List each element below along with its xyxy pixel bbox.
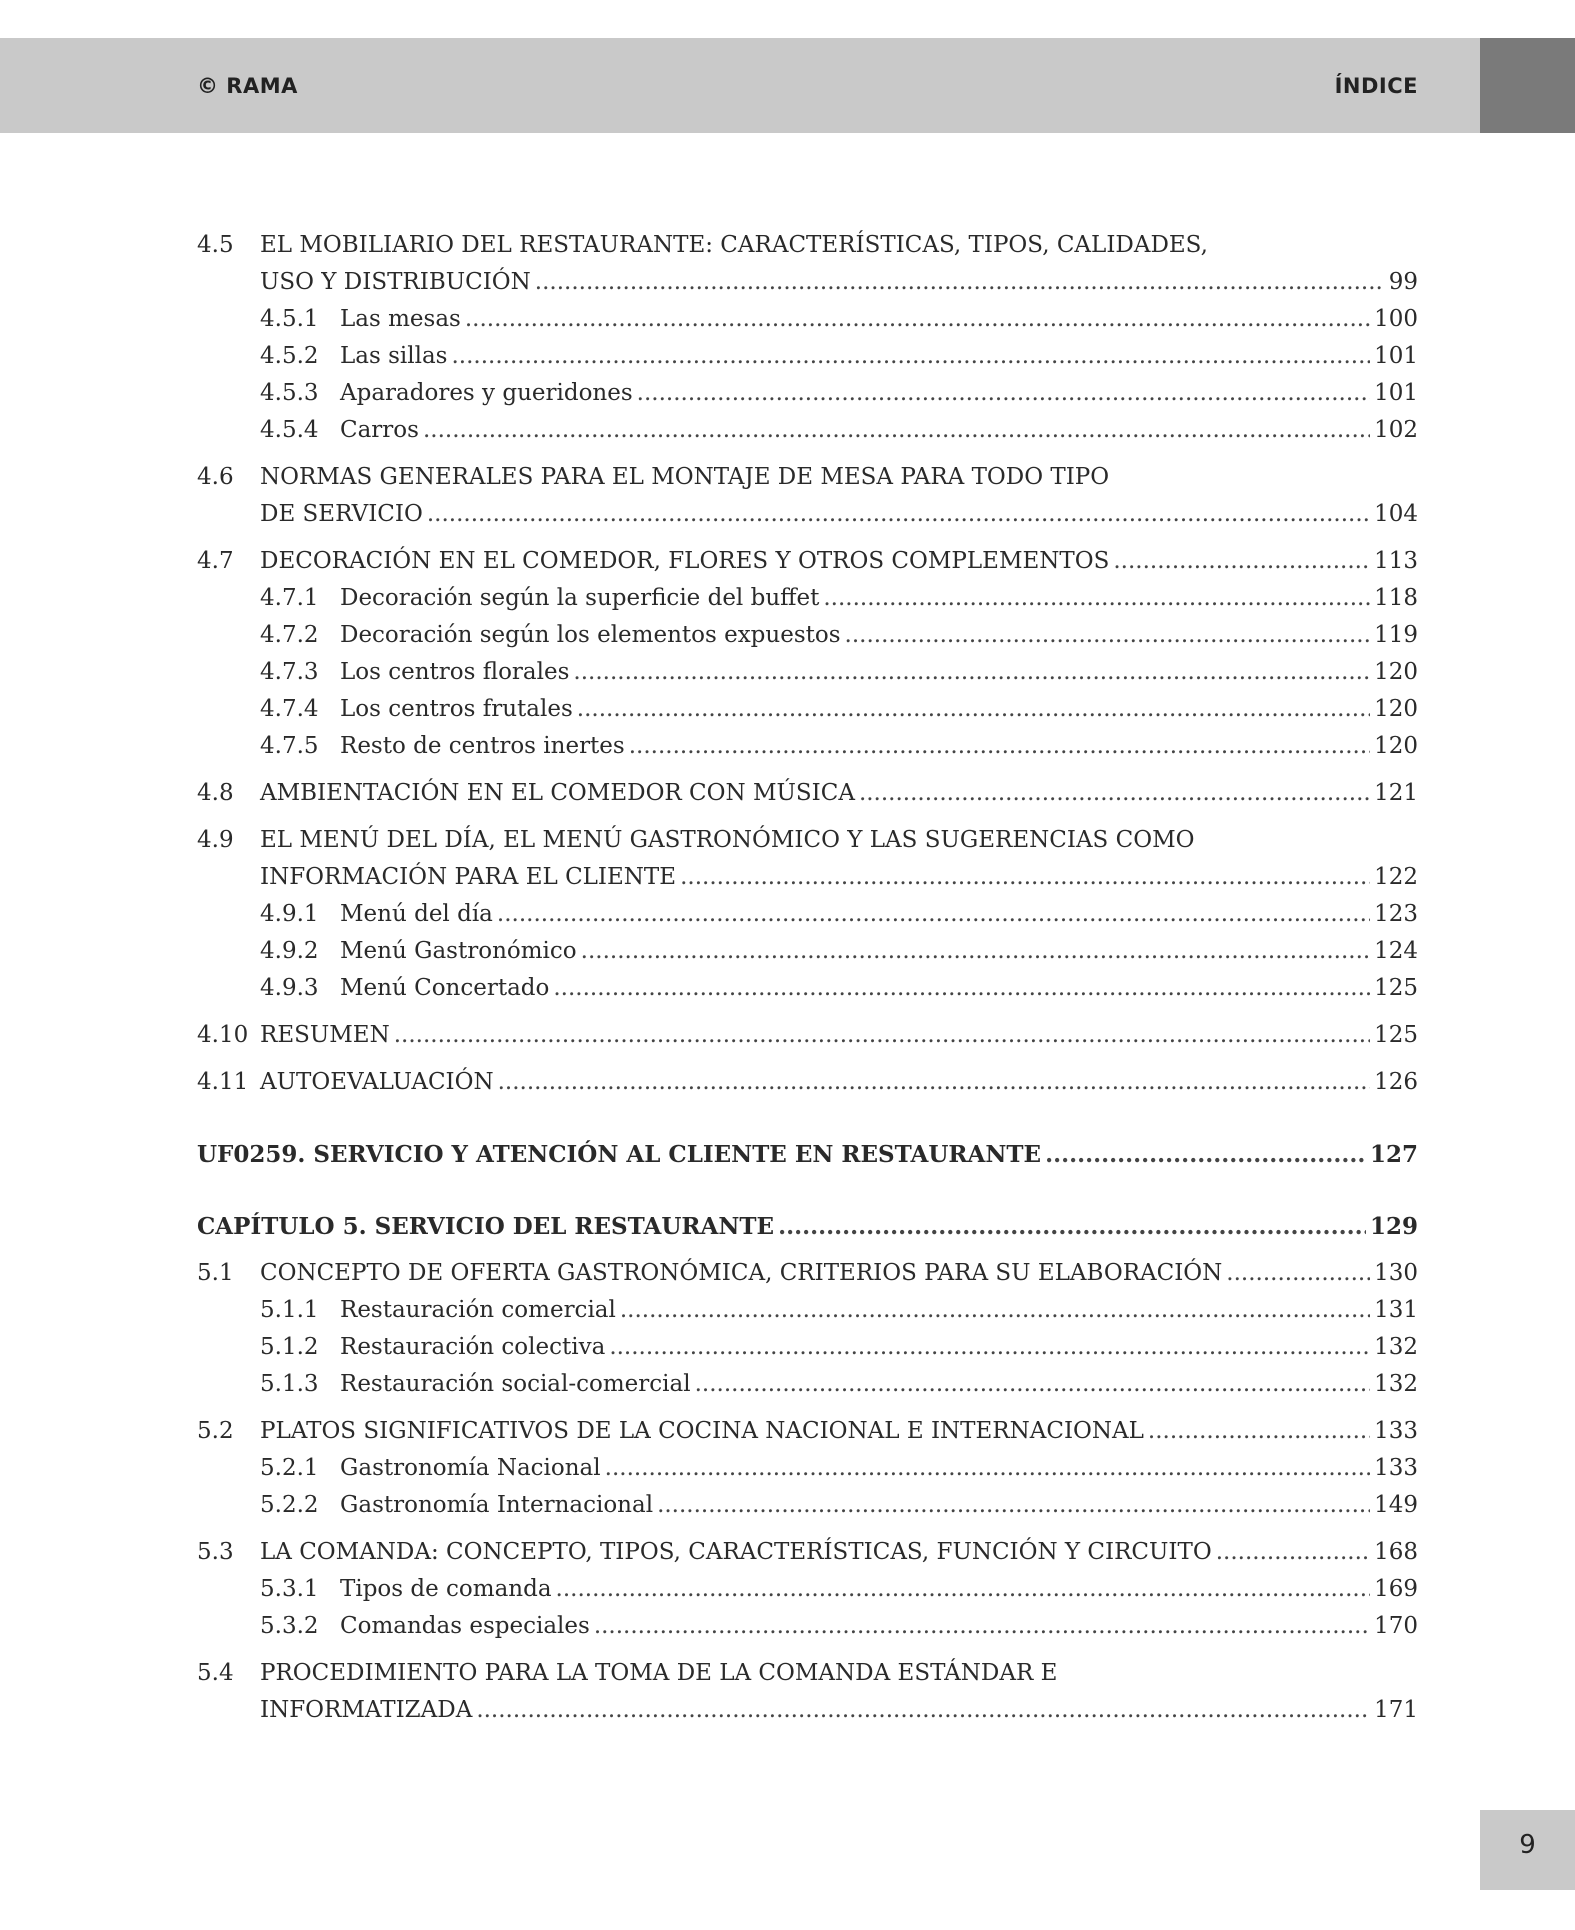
entry-number: 5.3.1 (260, 1576, 319, 1602)
dot-leader (535, 264, 1385, 301)
dot-leader (609, 1329, 1370, 1366)
entry-page: 125 (1374, 1022, 1418, 1048)
entry-page: 171 (1374, 1697, 1418, 1723)
entry-title: Restauración comercial (340, 1297, 616, 1323)
toc-subentry[interactable] (197, 1608, 1418, 1645)
toc-entry[interactable] (197, 543, 1418, 580)
entry-number: 4.11 (197, 1069, 249, 1095)
dot-leader (823, 580, 1370, 617)
entry-page: 126 (1374, 1069, 1418, 1095)
dot-leader (859, 775, 1370, 812)
entry-title: EL MOBILIARIO DEL RESTAURANTE: CARACTERÍSTICAS, TIPOS, CALIDADES, (260, 232, 1208, 258)
entry-page: 113 (1374, 548, 1418, 574)
toc-unit-heading[interactable] (197, 1136, 1418, 1173)
entry-number: 5.2.1 (260, 1455, 319, 1481)
toc-subentry[interactable] (197, 617, 1418, 654)
entry-page: 104 (1374, 501, 1418, 527)
entry-title: Menú Gastronómico (340, 938, 577, 964)
toc-subentry[interactable] (197, 728, 1418, 765)
entry-number: 5.2 (197, 1418, 234, 1444)
dot-leader (1148, 1413, 1370, 1450)
toc-entry[interactable] (197, 1064, 1418, 1101)
toc-entry[interactable] (197, 1534, 1418, 1571)
toc-entry-continuation[interactable] (197, 859, 1418, 896)
entry-number: 4.5.3 (260, 380, 319, 406)
entry-page: 120 (1374, 659, 1418, 685)
toc-entry[interactable] (197, 1255, 1418, 1292)
entry-title-cont: USO Y DISTRIBUCIÓN (260, 269, 531, 295)
entry-page: 118 (1374, 585, 1418, 611)
header-tab (1480, 38, 1575, 133)
dot-leader (577, 691, 1370, 728)
entry-page: 122 (1374, 864, 1418, 890)
toc-subentry[interactable] (197, 412, 1418, 449)
entry-page: 101 (1374, 380, 1418, 406)
entry-page: 100 (1374, 306, 1418, 332)
entry-title: RESUMEN (260, 1022, 390, 1048)
toc-entry[interactable] (197, 822, 1418, 859)
dot-leader (423, 412, 1370, 449)
entry-page: 124 (1374, 938, 1418, 964)
entry-number: 5.3.2 (260, 1613, 319, 1639)
entry-title: PLATOS SIGNIFICATIVOS DE LA COCINA NACIONAL E INTERNACIONAL (260, 1418, 1144, 1444)
entry-title: Las mesas (340, 306, 461, 332)
entry-number: 4.5 (197, 232, 234, 258)
entry-page: 125 (1374, 975, 1418, 1001)
entry-title: Menú Concertado (340, 975, 550, 1001)
entry-number: 5.1.2 (260, 1334, 319, 1360)
entry-number: 5.1.3 (260, 1371, 319, 1397)
entry-title: Tipos de comanda (340, 1576, 552, 1602)
entry-page: 132 (1374, 1371, 1418, 1397)
dot-leader (553, 970, 1370, 1007)
entry-page: 168 (1374, 1539, 1418, 1565)
dot-leader (778, 1208, 1366, 1245)
entry-title: DECORACIÓN EN EL COMEDOR, FLORES Y OTROS COMPLEMENTOS (260, 548, 1110, 574)
entry-title-cont: INFORMATIZADA (260, 1697, 473, 1723)
entry-number: 4.10 (197, 1022, 249, 1048)
entry-page: 149 (1374, 1492, 1418, 1518)
entry-page: 99 (1388, 269, 1418, 295)
dot-leader (657, 1487, 1370, 1524)
toc-subentry[interactable] (197, 1487, 1418, 1524)
toc-entry-continuation[interactable] (197, 1692, 1418, 1729)
entry-number: 5.2.2 (260, 1492, 319, 1518)
entry-title: PROCEDIMIENTO PARA LA TOMA DE LA COMANDA ESTÁNDAR E (260, 1660, 1058, 1686)
toc-subentry[interactable] (197, 933, 1418, 970)
entry-title: EL MENÚ DEL DÍA, EL MENÚ GASTRONÓMICO Y LAS SUGERENCIAS COMO (260, 827, 1195, 853)
entry-number: 4.8 (197, 780, 234, 806)
entry-page: 130 (1374, 1260, 1418, 1286)
entry-page: 133 (1374, 1455, 1418, 1481)
dot-leader (605, 1450, 1370, 1487)
entry-number: 4.9 (197, 827, 234, 853)
dot-leader (1045, 1136, 1366, 1173)
entry-title: AUTOEVALUACIÓN (260, 1069, 494, 1095)
dot-leader (498, 1064, 1370, 1101)
entry-title: Decoración según la superficie del buffet (340, 585, 820, 611)
dot-leader (465, 301, 1370, 338)
toc-subentry[interactable] (197, 1571, 1418, 1608)
entry-title: Resto de centros inertes (340, 733, 625, 759)
dot-leader (497, 896, 1370, 933)
dot-leader (573, 654, 1370, 691)
entry-title: Menú del día (340, 901, 493, 927)
entry-page: 133 (1374, 1418, 1418, 1444)
dot-leader (845, 617, 1371, 654)
dot-leader (637, 375, 1370, 412)
toc-subentry[interactable] (197, 1366, 1418, 1403)
dot-leader (1226, 1255, 1370, 1292)
entry-number: 4.7.3 (260, 659, 319, 685)
entry-page: 119 (1374, 622, 1418, 648)
toc-subentry[interactable] (197, 338, 1418, 375)
entry-page: 121 (1374, 780, 1418, 806)
toc-entry[interactable] (197, 1017, 1418, 1054)
toc-entry[interactable] (197, 1413, 1418, 1450)
entry-page: 120 (1374, 696, 1418, 722)
entry-page: 127 (1369, 1141, 1418, 1168)
dot-leader (476, 1692, 1370, 1729)
entry-title: NORMAS GENERALES PARA EL MONTAJE DE MESA PARA TODO TIPO (260, 464, 1110, 490)
toc-subentry[interactable] (197, 1329, 1418, 1366)
entry-page: 101 (1374, 343, 1418, 369)
section-label: ÍNDICE (1334, 74, 1418, 98)
entry-page: 123 (1374, 901, 1418, 927)
toc-subentry[interactable] (197, 970, 1418, 1007)
entry-title-cont: DE SERVICIO (260, 501, 423, 527)
toc-subentry[interactable] (197, 580, 1418, 617)
entry-title: Comandas especiales (340, 1613, 590, 1639)
toc-entry-continuation[interactable] (197, 496, 1418, 533)
toc-subentry[interactable] (197, 691, 1418, 728)
dot-leader (1113, 543, 1370, 580)
entry-number: 5.1.1 (260, 1297, 319, 1323)
entry-number: 4.9.1 (260, 901, 319, 927)
entry-page: 169 (1374, 1576, 1418, 1602)
toc-chapter-heading[interactable] (197, 1208, 1418, 1245)
entry-number: 4.5.4 (260, 417, 319, 443)
entry-number: 4.5.1 (260, 306, 319, 332)
unit-title: UF0259. SERVICIO Y ATENCIÓN AL CLIENTE EN RESTAURANTE (197, 1141, 1042, 1168)
dot-leader (581, 933, 1370, 970)
table-of-contents (197, 227, 1418, 1729)
toc-entry[interactable] (197, 459, 1418, 496)
entry-number: 5.3 (197, 1539, 234, 1565)
dot-leader (620, 1292, 1370, 1329)
entry-number: 5.4 (197, 1660, 234, 1686)
entry-number: 4.7 (197, 548, 234, 574)
dot-leader (427, 496, 1370, 533)
entry-number: 4.7.4 (260, 696, 319, 722)
entry-page: 170 (1374, 1613, 1418, 1639)
entry-title: Restauración social-comercial (340, 1371, 691, 1397)
dot-leader (556, 1571, 1371, 1608)
entry-number: 4.5.2 (260, 343, 319, 369)
toc-subentry[interactable] (197, 1292, 1418, 1329)
entry-title: AMBIENTACIÓN EN EL COMEDOR CON MÚSICA (260, 780, 855, 806)
toc-entry[interactable] (197, 1655, 1418, 1692)
entry-title: Los centros florales (340, 659, 570, 685)
entry-number: 4.7.2 (260, 622, 319, 648)
page-number: 9 (1519, 1830, 1536, 1860)
entry-number: 4.9.3 (260, 975, 319, 1001)
entry-number: 4.7.1 (260, 585, 319, 611)
toc-entry[interactable] (197, 775, 1418, 812)
entry-page: 120 (1374, 733, 1418, 759)
entry-page: 102 (1374, 417, 1418, 443)
dot-leader (680, 859, 1370, 896)
dot-leader (594, 1608, 1370, 1645)
dot-leader (394, 1017, 1370, 1054)
toc-subentry[interactable] (197, 301, 1418, 338)
entry-title: Gastronomía Nacional (340, 1455, 601, 1481)
entry-number: 4.6 (197, 464, 234, 490)
dot-leader (1216, 1534, 1370, 1571)
toc-entry[interactable] (197, 227, 1418, 264)
toc-entry-continuation[interactable] (197, 264, 1418, 301)
toc-subentry[interactable] (197, 896, 1418, 933)
publisher-label: © RAMA (197, 74, 298, 98)
toc-subentry[interactable] (197, 654, 1418, 691)
entry-title: Aparadores y gueridones (340, 380, 633, 406)
entry-title: Carros (340, 417, 419, 443)
toc-subentry[interactable] (197, 375, 1418, 412)
entry-title: CONCEPTO DE OFERTA GASTRONÓMICA, CRITERIOS PARA SU ELABORACIÓN (260, 1260, 1223, 1286)
chapter-title: CAPÍTULO 5. SERVICIO DEL RESTAURANTE (197, 1213, 775, 1240)
entry-page: 132 (1374, 1334, 1418, 1360)
entry-title: Restauración colectiva (340, 1334, 606, 1360)
entry-title: Gastronomía Internacional (340, 1492, 654, 1518)
entry-title: Las sillas (340, 343, 448, 369)
toc-subentry[interactable] (197, 1450, 1418, 1487)
entry-title: LA COMANDA: CONCEPTO, TIPOS, CARACTERÍSTICAS, FUNCIÓN Y CIRCUITO (260, 1539, 1212, 1565)
dot-leader (695, 1366, 1371, 1403)
entry-page: 129 (1369, 1213, 1418, 1240)
entry-page: 131 (1374, 1297, 1418, 1323)
entry-title: Decoración según los elementos expuestos (340, 622, 841, 648)
entry-number: 4.9.2 (260, 938, 319, 964)
entry-title-cont: INFORMACIÓN PARA EL CLIENTE (260, 864, 677, 890)
entry-number: 4.7.5 (260, 733, 319, 759)
entry-title: Los centros frutales (340, 696, 573, 722)
dot-leader (452, 338, 1371, 375)
entry-number: 5.1 (197, 1260, 234, 1286)
dot-leader (629, 728, 1370, 765)
